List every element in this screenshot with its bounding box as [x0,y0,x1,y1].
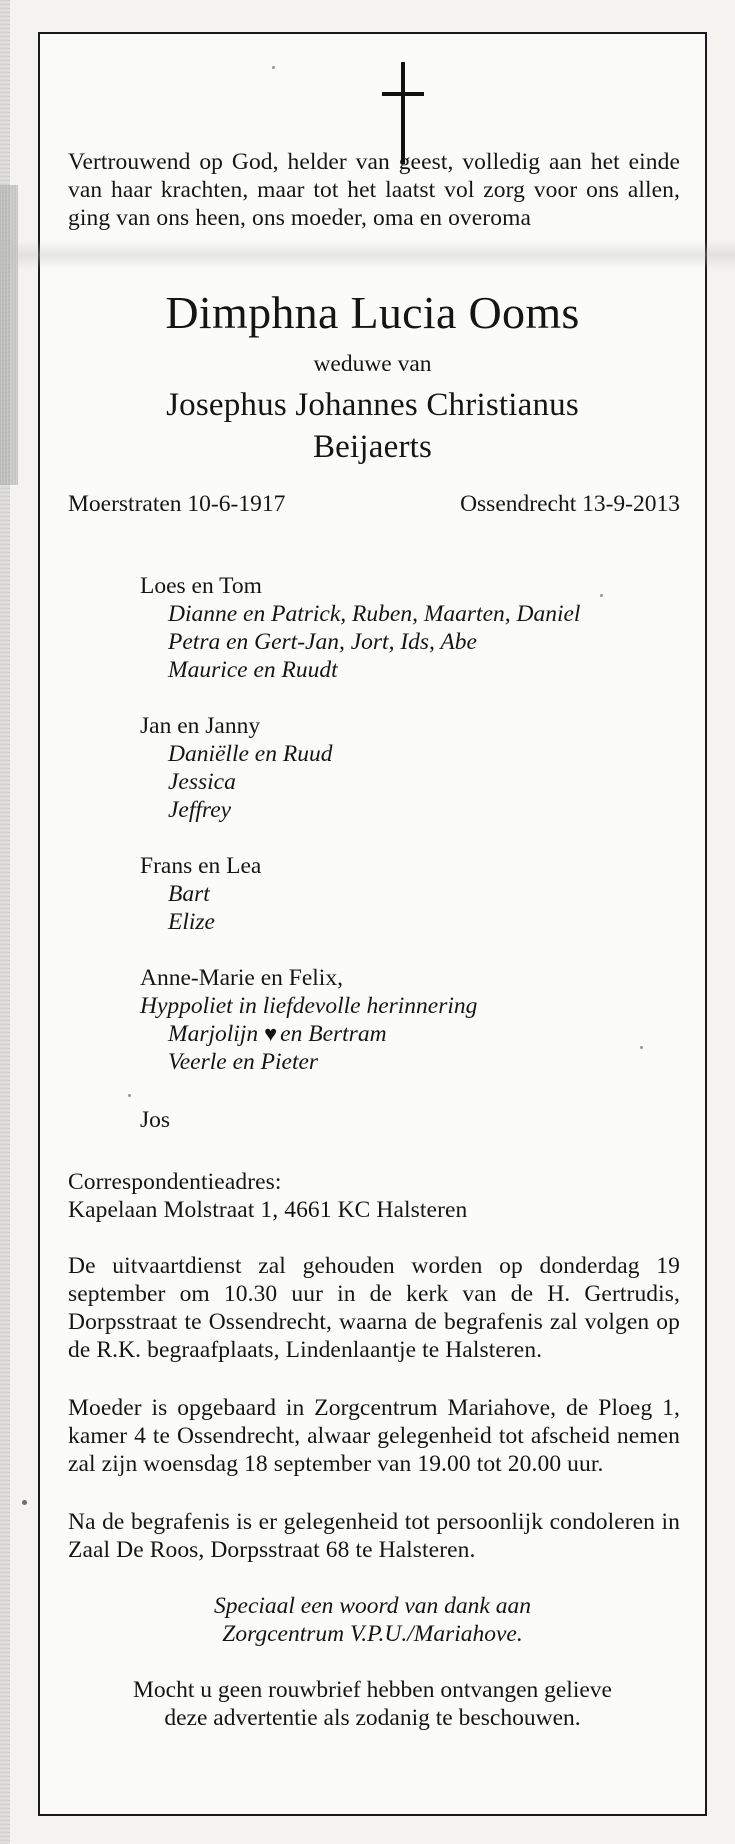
birth-date: Moerstraten 10-6-1917 [68,491,286,517]
family-group-1 [140,572,580,684]
intro-paragraph: Vertrouwend op God, helder van geest, volledig aan het einde van haar krachten, maar tot het laatst vol zorg voor ons allen, ging van ons heen, ons moeder, oma en overoma [68,149,680,231]
spouse-name-line1: Josephus Johannes Christianus [166,387,579,423]
viewing-paragraph: Moeder is opgebaard in Zorgcentrum Mariahove, de Ploeg 1, kamer 4 te Ossendrecht, alwaar gelegenheid tot afscheid nemen zal zijn woensdag 18 september van 19.00 tot 20.00 uur. [68,1395,680,1477]
condolence-paragraph: Na de begrafenis is er gelegenheid tot persoonlijk condoleren in Zaal De Roos, Dorpsstraat 68 te Halsteren. [68,1509,680,1563]
grandchildren-line [140,1020,477,1048]
closing-line-1: Mocht u geen rouwbrief hebben ontvangen gelieve [133,1677,612,1703]
scan-fold-band [0,240,735,270]
widow-of-label: weduwe van [313,351,432,377]
family-member: Anne-Marie en Felix, [140,965,343,991]
obituary-frame [38,32,707,1816]
death-date: Ossendrecht 13-9-2013 [460,491,680,517]
closing-line-2: deze advertentie als zodanig te beschouwen. [164,1705,581,1731]
scan-edge-shading [0,185,18,485]
grandchildren-line: Jessica [168,769,236,795]
grandchildren-line: Petra en Gert-Jan, Jort, Ids, Abe [168,629,477,655]
family-member: Frans en Lea [140,853,262,879]
correspondence-block [68,1168,680,1224]
family-group-2 [140,712,332,824]
grandchildren-line: Maurice en Ruudt [168,657,338,683]
spouse-name [40,384,705,468]
heart-icon: ♥ [264,1021,278,1046]
funeral-paragraph: De uitvaartdienst zal gehouden worden op donderdag 19 september om 10.30 uur in de kerk van de H. Gertrudis, Dorpsstraat te Ossendrecht, waarna de begrafenis zal volgen op de R.K. begraafplaats, Lindenlaantje te Halsteren. [68,1253,680,1363]
grandchild-partner: en Bertram [280,1021,387,1047]
correspondence-label: Correspondentieadres: [68,1169,282,1195]
family-group-3 [140,852,261,936]
grandchildren-line: Elize [168,909,215,935]
grandchildren-line: Dianne en Patrick, Ruben, Maarten, Daniel [168,601,581,627]
family-member: Loes en Tom [140,573,262,599]
thanks-line-2: Zorgcentrum V.P.U./Mariahove. [222,1621,523,1647]
scan-speck [640,1046,643,1049]
family-group-5 [140,1106,170,1134]
grandchild-name: Marjolijn [168,1021,259,1047]
thanks-line-1: Speciaal een woord van dank aan [214,1593,531,1619]
grandchildren-line: Bart [168,881,210,907]
scan-speck [22,1500,27,1505]
family-group-4 [140,964,477,1076]
grandchildren-line: Daniëlle en Ruud [168,741,333,767]
grandchildren-line: Veerle en Pieter [168,1049,319,1075]
correspondence-address: Kapelaan Molstraat 1, 4661 KC Halsteren [68,1197,468,1223]
grandchildren-line: Jeffrey [168,797,232,823]
scan-speck [272,66,275,69]
family-member: Jos [140,1107,171,1133]
thanks-note [40,1592,705,1648]
family-member: Jan en Janny [140,713,261,739]
scan-speck [128,1094,131,1097]
closing-note [40,1676,705,1732]
deceased-name: Dimphna Lucia Ooms [165,287,580,338]
spouse-name-line2: Beijaerts [312,429,433,465]
memorial-line: Hyppoliet in liefdevolle herinnering [140,993,478,1019]
scan-speck [600,594,603,597]
